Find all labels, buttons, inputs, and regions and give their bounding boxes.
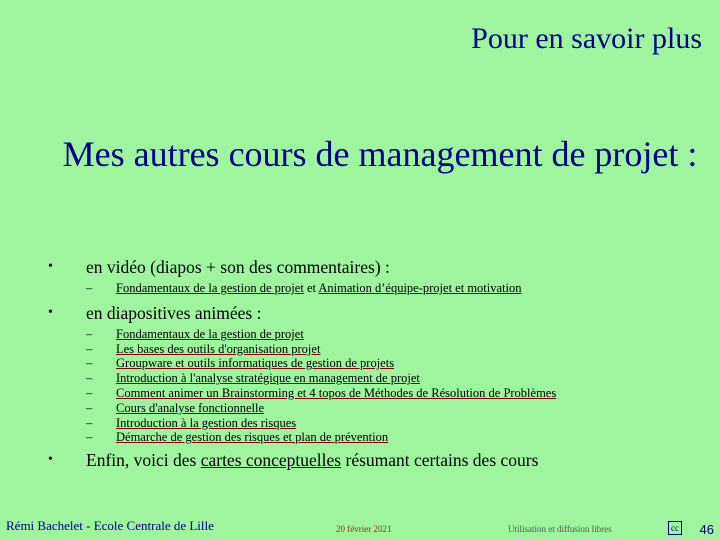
section-title: Pour en savoir plus — [471, 22, 702, 55]
link-demarche-risques[interactable]: Démarche de gestion des risques et plan de prévention — [116, 430, 389, 445]
list-item — [48, 386, 708, 401]
dash-marker: – — [86, 400, 93, 415]
diapositives-sublist — [48, 327, 708, 445]
bullet-diapositives-text: en diapositives animées : — [86, 302, 262, 323]
bullet-marker: • — [48, 304, 53, 320]
link-fondamentaux-video[interactable]: Fondamentaux de la gestion de projet — [116, 281, 304, 295]
link-groupware[interactable]: Groupware et outils informatiques de gestion de projets — [116, 356, 395, 371]
dash-marker: – — [86, 415, 93, 430]
link-animation-equipe[interactable]: Animation d’équipe-projet et motivation — [318, 281, 522, 295]
dash-marker: – — [86, 356, 93, 371]
bullet-cartes — [48, 449, 708, 471]
bullet-marker: • — [48, 452, 53, 468]
list-item — [48, 401, 708, 416]
footer — [0, 518, 720, 540]
link-analyse-strategique[interactable]: Introduction à l'analyse stratégique en management de projet — [116, 371, 420, 386]
dash-marker: – — [86, 326, 93, 341]
link-analyse-fonctionnelle[interactable]: Cours d'analyse fonctionnelle — [116, 400, 265, 415]
dash-marker: – — [86, 385, 93, 400]
list-item — [48, 342, 708, 357]
list-item — [48, 281, 708, 296]
bullet-cartes-before: Enfin, voici des — [86, 450, 201, 471]
bullet-diapositives — [48, 302, 708, 445]
list-item — [48, 416, 708, 431]
link-gestion-risques[interactable]: Introduction à la gestion des risques — [116, 415, 297, 430]
dash-marker: – — [86, 281, 93, 295]
bullet-marker: • — [48, 259, 53, 274]
link-outils-organisation[interactable]: Les bases des outils d'organisation projet — [116, 341, 321, 356]
link-brainstorming[interactable]: Comment animer un Brainstorming et 4 topos de Méthodes de Résolution de Problèmes — [116, 385, 557, 400]
page-number: 46 — [699, 522, 714, 537]
dash-marker: – — [86, 341, 93, 356]
footer-license: Utilisation et diffusion libres — [508, 524, 612, 534]
footer-author: Rémi Bachelet - Ecole Centrale de Lille — [6, 518, 214, 533]
cc-license-icon: cc — [668, 521, 682, 535]
list-item — [48, 371, 708, 386]
list-item — [48, 430, 708, 445]
dash-marker: – — [86, 371, 93, 386]
link-fondamentaux[interactable]: Fondamentaux de la gestion de projet — [116, 326, 304, 341]
dash-marker: – — [86, 430, 93, 445]
conjunction: et — [303, 281, 319, 295]
bullet-cartes-after: résumant certains des cours — [341, 450, 539, 471]
list-item — [48, 327, 708, 342]
list-item — [48, 356, 708, 371]
video-sublist — [48, 281, 708, 296]
bullet-list — [48, 256, 708, 471]
footer-date: 20 février 2021 — [336, 524, 392, 534]
bullet-video-text: en vidéo (diapos + son des commentaires) : — [86, 257, 390, 277]
link-cartes-conceptuelles[interactable]: cartes conceptuelles — [200, 450, 342, 471]
bullet-video — [48, 256, 708, 296]
page-title: Mes autres cours de management de projet : — [62, 134, 698, 174]
